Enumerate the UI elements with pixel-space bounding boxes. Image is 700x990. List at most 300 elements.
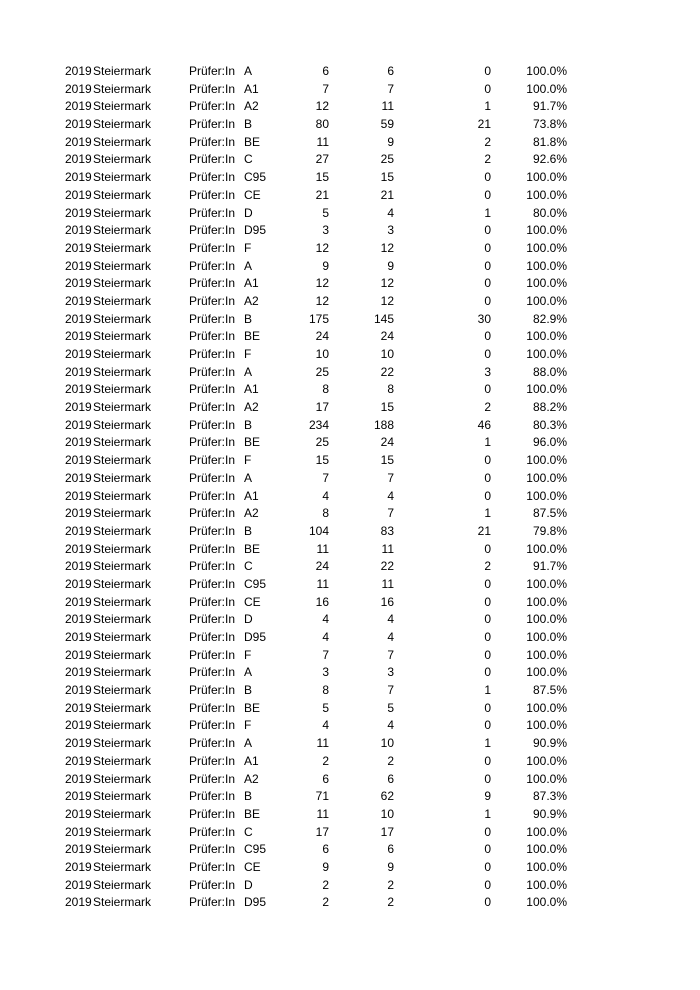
cell-passed: 11 [381, 576, 394, 591]
table-row [0, 753, 700, 771]
cell-total: 11 [316, 134, 329, 149]
cell-pass-rate: 100.0% [526, 824, 567, 839]
cell-failed: 1 [484, 205, 491, 220]
cell-region: Steiermark [93, 647, 152, 662]
cell-total: 5 [322, 700, 329, 715]
cell-passed: 4 [387, 718, 394, 733]
cell-year: 2019 [65, 594, 92, 609]
cell-total: 2 [322, 895, 329, 910]
cell-total: 4 [322, 488, 329, 503]
cell-year: 2019 [65, 117, 92, 132]
cell-total: 175 [308, 311, 329, 326]
cell-passed: 6 [387, 842, 394, 857]
table-row [0, 664, 700, 682]
cell-pass-rate: 100.0% [526, 665, 567, 680]
cell-license-class: D95 [244, 895, 267, 910]
cell-passed: 10 [380, 347, 394, 361]
cell-passed: 24 [380, 435, 394, 450]
cell-license-class: BE [244, 806, 261, 821]
cell-pass-rate: 100.0% [526, 576, 567, 591]
table-row [0, 877, 700, 895]
cell-total: 3 [322, 665, 329, 680]
cell-role: Prüfer:In [189, 665, 236, 680]
table-row [0, 364, 700, 382]
cell-license-class: A2 [244, 771, 259, 786]
cell-region: Steiermark [93, 329, 152, 344]
cell-region: Steiermark [93, 541, 152, 556]
table-row [0, 505, 700, 523]
cell-pass-rate: 81.8% [532, 134, 567, 149]
cell-pass-rate: 79.8% [532, 523, 567, 538]
cell-pass-rate: 73.8% [532, 117, 567, 132]
cell-passed: 59 [380, 117, 394, 132]
cell-passed: 9 [387, 258, 394, 273]
cell-region: Steiermark [93, 771, 152, 786]
cell-passed: 3 [387, 665, 394, 680]
cell-passed: 9 [387, 859, 394, 874]
table-row [0, 187, 700, 205]
cell-license-class: A [244, 364, 253, 379]
cell-pass-rate: 100.0% [526, 382, 567, 397]
cell-passed: 2 [387, 877, 394, 892]
cell-failed: 2 [484, 152, 491, 167]
cell-failed: 0 [484, 665, 491, 680]
table-row [0, 434, 700, 452]
table-row [0, 771, 700, 789]
cell-year: 2019 [65, 435, 92, 450]
table-row [0, 205, 700, 223]
cell-role: Prüfer:In [189, 382, 236, 397]
cell-license-class: C95 [244, 170, 267, 185]
cell-region: Steiermark [93, 81, 152, 96]
cell-pass-rate: 100.0% [526, 753, 567, 768]
cell-total: 11 [316, 806, 329, 821]
cell-passed: 7 [387, 506, 394, 521]
cell-total: 6 [322, 842, 329, 857]
cell-year: 2019 [65, 134, 92, 149]
cell-pass-rate: 100.0% [526, 630, 567, 644]
cell-total: 2 [322, 877, 329, 892]
cell-total: 11 [316, 736, 329, 751]
cell-license-class: A [244, 64, 253, 78]
cell-year: 2019 [65, 806, 92, 821]
cell-region: Steiermark [93, 99, 152, 114]
cell-failed: 21 [477, 523, 491, 538]
cell-year: 2019 [65, 895, 92, 910]
cell-total: 15 [315, 170, 329, 185]
cell-role: Prüfer:In [189, 453, 236, 468]
cell-license-class: A2 [244, 99, 259, 114]
cell-role: Prüfer:In [189, 559, 236, 574]
cell-passed: 4 [387, 630, 394, 644]
cell-year: 2019 [65, 64, 92, 78]
cell-passed: 4 [387, 205, 394, 220]
cell-pass-rate: 100.0% [526, 718, 567, 733]
cell-role: Prüfer:In [189, 541, 236, 556]
cell-failed: 0 [484, 895, 491, 910]
cell-year: 2019 [65, 187, 92, 202]
cell-year: 2019 [65, 718, 92, 733]
cell-year: 2019 [65, 311, 92, 326]
cell-year: 2019 [65, 205, 92, 220]
cell-year: 2019 [65, 329, 92, 344]
cell-failed: 0 [484, 258, 491, 273]
cell-year: 2019 [65, 700, 92, 715]
cell-role: Prüfer:In [189, 99, 236, 114]
cell-pass-rate: 100.0% [526, 223, 567, 238]
cell-license-class: C [244, 152, 253, 167]
cell-region: Steiermark [93, 789, 152, 804]
cell-year: 2019 [65, 523, 92, 538]
cell-pass-rate: 100.0% [526, 293, 567, 308]
cell-passed: 12 [380, 293, 394, 308]
cell-region: Steiermark [93, 205, 152, 220]
cell-region: Steiermark [93, 700, 152, 715]
table-row [0, 134, 700, 152]
cell-license-class: BE [244, 435, 261, 450]
cell-license-class: A2 [244, 293, 259, 308]
cell-year: 2019 [65, 736, 92, 751]
cell-pass-rate: 100.0% [526, 859, 567, 874]
cell-license-class: B [244, 523, 253, 538]
cell-passed: 10 [380, 806, 394, 821]
cell-passed: 145 [373, 311, 394, 326]
table-row [0, 417, 700, 435]
cell-license-class: B [244, 117, 253, 132]
cell-license-class: A [244, 258, 253, 273]
cell-total: 8 [322, 382, 329, 397]
cell-failed: 0 [484, 170, 491, 185]
cell-year: 2019 [65, 99, 92, 114]
cell-passed: 4 [387, 612, 394, 627]
cell-failed: 0 [484, 771, 491, 786]
cell-failed: 9 [484, 789, 491, 804]
cell-region: Steiermark [93, 824, 152, 839]
cell-failed: 0 [484, 576, 491, 591]
cell-year: 2019 [65, 152, 92, 167]
cell-role: Prüfer:In [189, 64, 236, 78]
cell-role: Prüfer:In [189, 736, 236, 751]
cell-total: 24 [315, 329, 329, 344]
cell-role: Prüfer:In [189, 329, 236, 344]
cell-total: 9 [322, 258, 329, 273]
cell-region: Steiermark [93, 488, 152, 503]
table-row [0, 169, 700, 187]
cell-role: Prüfer:In [189, 400, 236, 415]
cell-role: Prüfer:In [189, 700, 236, 715]
cell-license-class: F [244, 453, 252, 468]
table-row [0, 576, 700, 594]
cell-role: Prüfer:In [189, 417, 236, 432]
cell-license-class: A [244, 470, 253, 485]
cell-region: Steiermark [93, 364, 152, 379]
cell-pass-rate: 80.3% [532, 417, 567, 432]
cell-role: Prüfer:In [189, 771, 236, 786]
cell-total: 17 [315, 400, 329, 415]
cell-failed: 0 [484, 488, 491, 503]
cell-pass-rate: 87.5% [532, 683, 567, 698]
cell-pass-rate: 100.0% [526, 347, 567, 361]
cell-role: Prüfer:In [189, 647, 236, 662]
table-row [0, 258, 700, 276]
cell-year: 2019 [65, 417, 92, 432]
cell-failed: 0 [484, 64, 491, 78]
cell-role: Prüfer:In [189, 117, 236, 132]
cell-region: Steiermark [93, 187, 152, 202]
cell-license-class: D [244, 877, 253, 892]
cell-failed: 1 [484, 435, 491, 450]
cell-license-class: A1 [244, 81, 259, 96]
cell-pass-rate: 92.6% [532, 152, 567, 167]
cell-total: 3 [322, 223, 329, 238]
cell-region: Steiermark [93, 134, 152, 149]
cell-total: 9 [322, 859, 329, 874]
cell-role: Prüfer:In [189, 81, 236, 96]
cell-year: 2019 [65, 453, 92, 468]
cell-role: Prüfer:In [189, 789, 236, 804]
cell-role: Prüfer:In [189, 576, 236, 591]
cell-region: Steiermark [93, 877, 152, 892]
cell-total: 7 [322, 81, 329, 96]
cell-total: 7 [322, 647, 329, 662]
cell-license-class: C95 [244, 842, 267, 857]
table-row [0, 222, 700, 240]
cell-license-class: F [244, 718, 252, 733]
table-row [0, 629, 700, 647]
cell-region: Steiermark [93, 223, 152, 238]
cell-passed: 188 [373, 417, 394, 432]
cell-license-class: BE [244, 541, 261, 556]
table-row [0, 558, 700, 576]
cell-role: Prüfer:In [189, 134, 236, 149]
cell-failed: 0 [484, 753, 491, 768]
cell-role: Prüfer:In [189, 506, 236, 521]
cell-failed: 0 [484, 223, 491, 238]
cell-failed: 1 [484, 736, 491, 751]
table-row [0, 240, 700, 258]
cell-pass-rate: 100.0% [526, 895, 567, 910]
cell-pass-rate: 100.0% [526, 594, 567, 609]
cell-total: 11 [316, 541, 329, 556]
cell-license-class: B [244, 417, 253, 432]
cell-region: Steiermark [93, 718, 152, 733]
cell-passed: 83 [380, 523, 394, 538]
cell-failed: 2 [484, 400, 491, 415]
table-row [0, 788, 700, 806]
cell-year: 2019 [65, 347, 92, 361]
cell-role: Prüfer:In [189, 895, 236, 910]
cell-failed: 0 [484, 700, 491, 715]
cell-role: Prüfer:In [189, 240, 236, 255]
cell-failed: 0 [484, 293, 491, 308]
cell-total: 21 [315, 187, 329, 202]
cell-pass-rate: 100.0% [526, 612, 567, 627]
table-row [0, 452, 700, 470]
cell-pass-rate: 100.0% [526, 453, 567, 468]
table-row [0, 488, 700, 506]
cell-total: 2 [322, 753, 329, 768]
cell-total: 25 [315, 364, 329, 379]
cell-region: Steiermark [93, 435, 152, 450]
cell-region: Steiermark [93, 683, 152, 698]
cell-role: Prüfer:In [189, 205, 236, 220]
cell-license-class: B [244, 311, 253, 326]
cell-region: Steiermark [93, 453, 152, 468]
cell-year: 2019 [65, 859, 92, 874]
cell-region: Steiermark [93, 400, 152, 415]
cell-passed: 6 [387, 771, 394, 786]
cell-passed: 12 [380, 240, 394, 255]
cell-license-class: A1 [244, 382, 259, 397]
cell-total: 8 [322, 506, 329, 521]
cell-pass-rate: 80.0% [532, 205, 567, 220]
cell-region: Steiermark [93, 806, 152, 821]
table-row [0, 894, 700, 912]
cell-year: 2019 [65, 630, 92, 644]
cell-role: Prüfer:In [189, 753, 236, 768]
cell-pass-rate: 90.9% [532, 806, 567, 821]
cell-pass-rate: 100.0% [526, 488, 567, 503]
cell-year: 2019 [65, 488, 92, 503]
cell-year: 2019 [65, 647, 92, 662]
cell-region: Steiermark [93, 576, 152, 591]
cell-passed: 4 [387, 488, 394, 503]
cell-total: 16 [315, 594, 329, 609]
cell-pass-rate: 100.0% [526, 771, 567, 786]
cell-pass-rate: 100.0% [526, 700, 567, 715]
cell-total: 80 [315, 117, 329, 132]
cell-year: 2019 [65, 753, 92, 768]
table-row [0, 594, 700, 612]
cell-region: Steiermark [93, 64, 152, 78]
cell-passed: 25 [380, 152, 394, 167]
cell-year: 2019 [65, 771, 92, 786]
cell-region: Steiermark [93, 470, 152, 485]
cell-failed: 2 [484, 134, 491, 149]
cell-region: Steiermark [93, 736, 152, 751]
cell-pass-rate: 82.9% [532, 311, 567, 326]
cell-total: 6 [322, 64, 329, 78]
cell-passed: 7 [387, 81, 394, 96]
table-row [0, 859, 700, 877]
cell-role: Prüfer:In [189, 594, 236, 609]
table-row [0, 98, 700, 116]
table-row [0, 311, 700, 329]
cell-pass-rate: 100.0% [526, 258, 567, 273]
cell-failed: 2 [484, 559, 491, 574]
cell-failed: 0 [484, 347, 491, 361]
cell-role: Prüfer:In [189, 718, 236, 733]
cell-year: 2019 [65, 240, 92, 255]
cell-passed: 17 [380, 824, 394, 839]
cell-failed: 0 [484, 842, 491, 857]
cell-role: Prüfer:In [189, 683, 236, 698]
cell-passed: 7 [387, 470, 394, 485]
cell-failed: 0 [484, 187, 491, 202]
cell-license-class: D95 [244, 223, 267, 238]
cell-year: 2019 [65, 541, 92, 556]
cell-role: Prüfer:In [189, 470, 236, 485]
table-row [0, 717, 700, 735]
cell-role: Prüfer:In [189, 842, 236, 857]
cell-passed: 22 [380, 364, 394, 379]
cell-role: Prüfer:In [189, 523, 236, 538]
cell-license-class: A1 [244, 276, 259, 291]
cell-year: 2019 [65, 683, 92, 698]
cell-license-class: A1 [244, 753, 259, 768]
cell-year: 2019 [65, 789, 92, 804]
cell-pass-rate: 100.0% [526, 842, 567, 857]
cell-total: 234 [308, 417, 329, 432]
cell-passed: 11 [381, 541, 394, 556]
cell-region: Steiermark [93, 382, 152, 397]
cell-role: Prüfer:In [189, 435, 236, 450]
cell-region: Steiermark [93, 612, 152, 627]
cell-pass-rate: 100.0% [526, 187, 567, 202]
cell-role: Prüfer:In [189, 276, 236, 291]
cell-pass-rate: 100.0% [526, 541, 567, 556]
cell-failed: 1 [484, 506, 491, 521]
cell-pass-rate: 100.0% [526, 81, 567, 96]
cell-year: 2019 [65, 293, 92, 308]
cell-license-class: CE [244, 859, 261, 874]
cell-pass-rate: 100.0% [526, 647, 567, 662]
cell-license-class: BE [244, 329, 261, 344]
cell-total: 11 [316, 576, 329, 591]
cell-region: Steiermark [93, 594, 152, 609]
cell-passed: 7 [387, 647, 394, 662]
cell-license-class: F [244, 647, 252, 662]
cell-pass-rate: 90.9% [532, 736, 567, 751]
table-row [0, 81, 700, 99]
cell-region: Steiermark [93, 240, 152, 255]
cell-role: Prüfer:In [189, 170, 236, 185]
cell-region: Steiermark [93, 293, 152, 308]
cell-passed: 8 [387, 382, 394, 397]
cell-role: Prüfer:In [189, 311, 236, 326]
cell-region: Steiermark [93, 506, 152, 521]
cell-total: 12 [315, 99, 329, 114]
cell-year: 2019 [65, 470, 92, 485]
cell-year: 2019 [65, 223, 92, 238]
cell-pass-rate: 100.0% [526, 329, 567, 344]
cell-license-class: F [244, 347, 252, 361]
table-row [0, 346, 700, 364]
cell-pass-rate: 100.0% [526, 64, 567, 78]
table-row [0, 523, 700, 541]
cell-license-class: A2 [244, 400, 259, 415]
cell-role: Prüfer:In [189, 293, 236, 308]
cell-pass-rate: 91.7% [532, 559, 567, 574]
table-row [0, 841, 700, 859]
cell-passed: 2 [387, 753, 394, 768]
cell-total: 27 [315, 152, 329, 167]
cell-failed: 0 [484, 240, 491, 255]
cell-pass-rate: 100.0% [526, 877, 567, 892]
cell-year: 2019 [65, 81, 92, 96]
cell-year: 2019 [65, 559, 92, 574]
cell-failed: 0 [484, 877, 491, 892]
cell-pass-rate: 87.3% [532, 789, 567, 804]
cell-total: 7 [322, 470, 329, 485]
cell-total: 104 [308, 523, 329, 538]
table-row [0, 700, 700, 718]
cell-failed: 0 [484, 718, 491, 733]
cell-role: Prüfer:In [189, 187, 236, 202]
table-row [0, 293, 700, 311]
cell-total: 5 [322, 205, 329, 220]
cell-failed: 30 [477, 311, 491, 326]
